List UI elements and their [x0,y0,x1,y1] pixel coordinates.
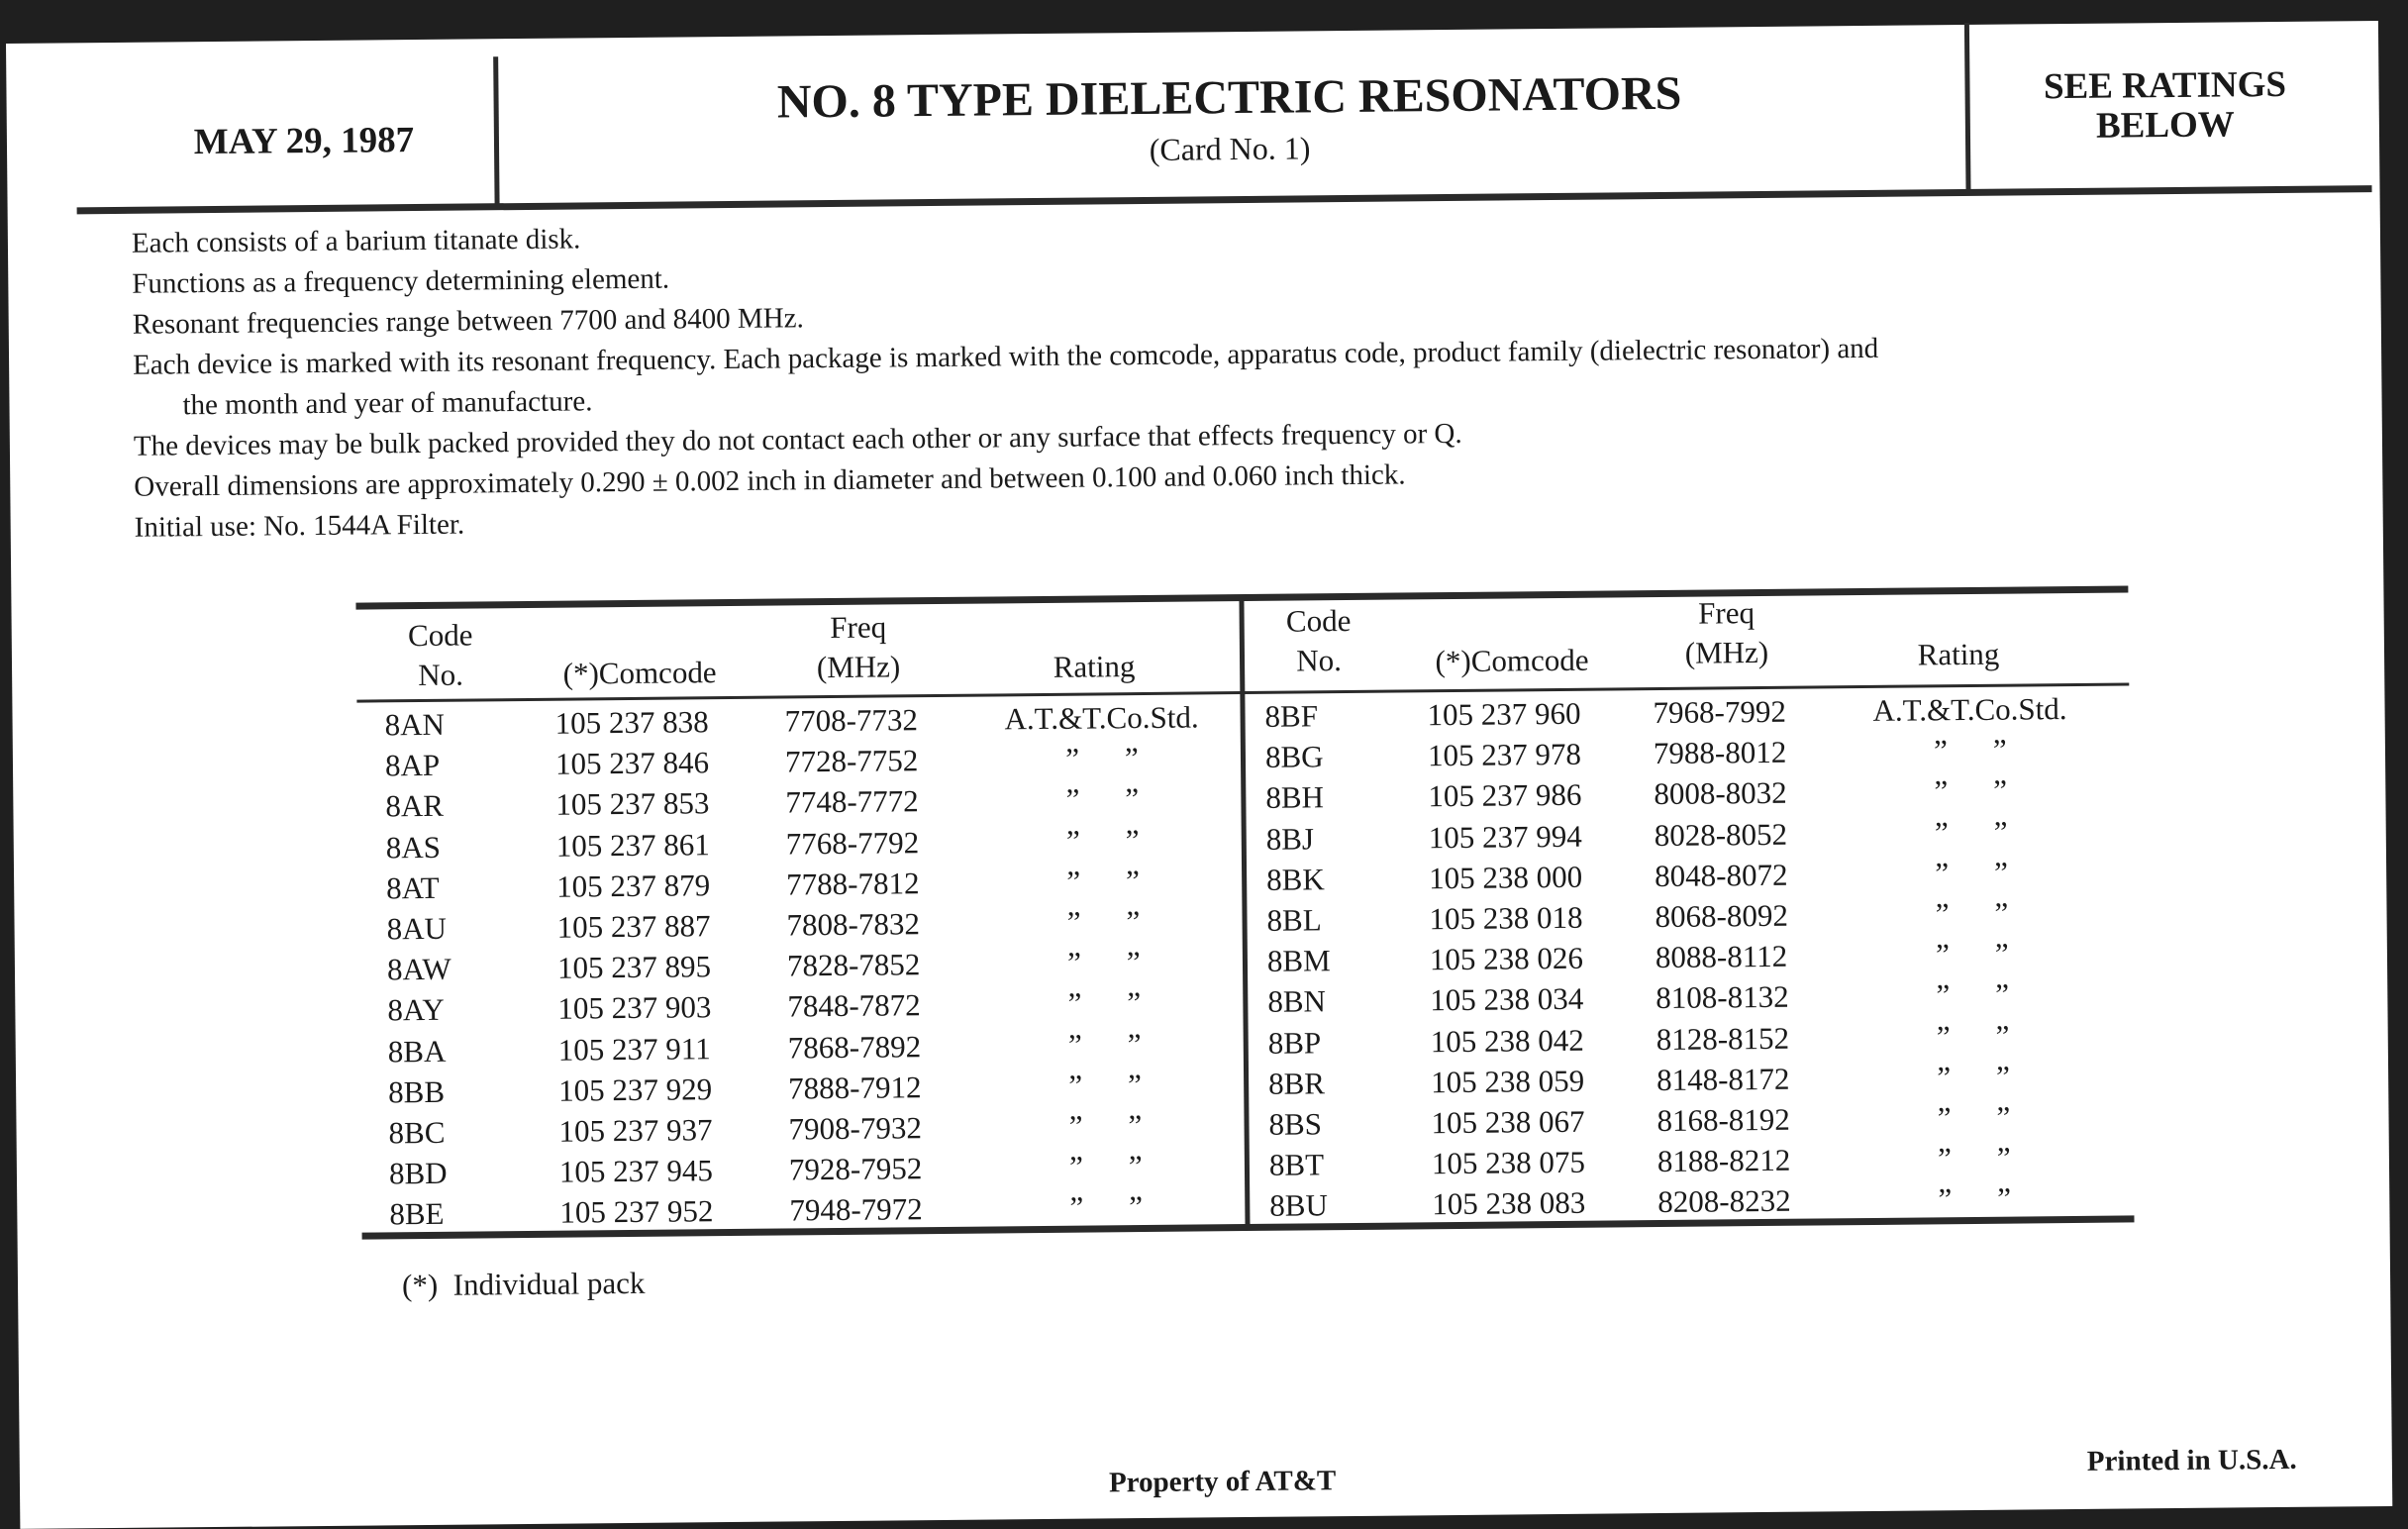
comcode-cell: 105 237 952 [559,1193,714,1230]
code-cell: 8BM [1266,943,1331,978]
comcode-cell: 105 237 846 [554,745,710,781]
code-cell: 8BD [388,1155,448,1191]
description-line: Each consists of a barium titanate disk. [131,223,581,259]
comcode-cell: 105 238 075 [1431,1144,1586,1181]
description-line: Each device is marked with its resonant frequency. Each package is marked with the comcode, apparatus code, product family (dielectric resonator) and [132,332,1879,381]
rating-cell: ”” [1935,936,2055,972]
code-cell: 8BU [1269,1187,1329,1224]
rating-cell: ”” [1934,813,2054,850]
freq-cell: 7748-7772 [785,783,919,820]
header-divider-right [1964,23,1971,191]
freq-cell: 7828-7852 [786,947,921,983]
code-cell: 8AT [386,869,440,906]
code-cell: 8BN [1267,983,1327,1020]
document-card [6,21,2392,1529]
comcode-cell: 105 237 861 [555,826,710,864]
code-cell: 8BJ [1265,820,1315,857]
card-date: MAY 29, 1987 [193,120,415,163]
description-line: Functions as a frequency determining element. [132,262,670,300]
code-cell: 8BR [1267,1065,1326,1101]
freq-cell: 7808-7832 [786,906,921,943]
rating-cell: A.T.&T.Co.Std. [1872,691,2067,728]
description-line: the month and year of manufacture. [182,385,593,422]
comcode-cell: 105 237 960 [1427,695,1581,733]
freq-cell: 7868-7892 [787,1028,922,1065]
col-header-comcode: (*)Comcode [562,655,717,691]
description-line: The devices may be bulk packed provided they do not contact each other or any surface that effects frequency or Q. [133,417,1462,462]
rating-cell: ”” [1068,1107,1188,1144]
comcode-cell: 105 237 929 [558,1070,713,1108]
footer-printed: Printed in U.S.A. [2086,1443,2297,1478]
freq-cell: 8208-8232 [1657,1183,1791,1220]
freq-cell: 7908-7932 [788,1110,923,1147]
resonator-table [355,585,2134,1242]
freq-cell: 8128-8152 [1656,1020,1790,1057]
rating-cell: ”” [1066,903,1186,940]
comcode-cell: 105 237 895 [556,949,712,985]
code-cell: 8AR [385,788,445,824]
rating-cell: ”” [1069,1188,1189,1225]
code-cell: 8BT [1268,1147,1325,1182]
code-cell: 8AS [385,829,442,865]
freq-cell: 7968-7992 [1653,693,1787,731]
code-cell: 8BA [387,1033,447,1069]
freq-cell: 7728-7752 [784,743,919,779]
code-cell: 8BC [388,1114,446,1151]
freq-cell: 8168-8192 [1656,1101,1791,1138]
table-left-half [355,594,1245,1237]
rating-cell: ”” [1934,732,2053,768]
freq-cell: 7848-7872 [787,987,921,1024]
freq-cell: 7888-7912 [787,1069,922,1106]
description [132,202,2353,548]
comcode-cell: 105 237 937 [558,1112,713,1149]
comcode-cell: 105 237 853 [555,785,710,823]
freq-cell: 8028-8052 [1654,816,1788,853]
rating-cell: ”” [1066,863,1186,899]
col-header-rating: Rating [1053,649,1136,684]
comcode-cell: 105 238 067 [1431,1103,1585,1141]
table-right-half [1244,585,2134,1228]
description-line: Initial use: No. 1544A Filter. [134,508,465,544]
code-cell: 8AY [387,992,445,1028]
rating-cell: ”” [1065,740,1184,776]
col-header-code: Code No. [1285,602,1352,678]
rating-cell: ”” [1934,772,2054,809]
col-header-comcode: (*)Comcode [1435,642,1589,679]
code-cell: 8BS [1268,1106,1323,1142]
code-cell: 8AP [384,748,441,783]
table-row [1250,1176,2134,1226]
comcode-cell: 105 237 986 [1428,777,1582,814]
card-title: NO. 8 TYPE DIELECTRIC RESONATORS [776,66,1682,129]
comcode-cell: 105 238 083 [1432,1184,1586,1222]
rating-cell: ”” [1938,1180,2057,1217]
freq-cell: 7788-7812 [786,865,920,902]
freq-cell: 8148-8172 [1656,1061,1790,1097]
comcode-cell: 105 237 994 [1428,818,1582,855]
code-cell: 8AU [386,910,448,947]
comcode-cell: 105 237 945 [558,1153,714,1189]
comcode-cell: 105 237 838 [554,704,709,741]
code-cell: 8AW [386,951,452,987]
rating-cell: ”” [1067,984,1187,1022]
col-header-freq: Freq (MHz) [1684,595,1769,670]
rating-cell: A.T.&T.Co.Std. [1004,699,1199,737]
code-cell: 8AN [384,706,446,743]
comcode-cell: 105 237 879 [556,866,711,904]
description-line: Overall dimensions are approximately 0.290 ± 0.002 inch in diameter and between 0.100 and 0.060 inch thick. [134,459,1406,503]
comcode-cell: 105 237 911 [557,1030,711,1068]
code-cell: 8BB [388,1073,446,1110]
rating-cell: ”” [1935,854,2055,891]
ratings-note [1981,64,2349,148]
rating-cell: ”” [1065,822,1185,859]
rating-cell: ”” [1065,780,1185,818]
code-cell: 8BF [1264,698,1319,734]
table-rows-right [1245,686,2134,1225]
comcode-cell: 105 237 887 [556,908,711,945]
rating-cell: ”” [1936,1017,2056,1054]
rating-cell: ”” [1937,1099,2057,1136]
rating-cell: ”” [1935,895,2055,932]
code-cell: 8BE [389,1196,445,1232]
col-header-code: Code No. [407,617,473,693]
freq-cell: 8068-8092 [1655,897,1789,934]
comcode-cell: 105 237 903 [557,989,712,1027]
freq-cell: 8048-8072 [1654,857,1788,893]
rating-cell: ”” [1067,1026,1187,1063]
code-cell: 8BH [1265,779,1325,816]
comcode-cell: 105 238 000 [1428,859,1583,895]
ratings-note-line1: SEE RATINGS [2043,63,2287,108]
col-header-freq: Freq (MHz) [816,609,901,685]
description-line: Resonant frequencies range between 7700 and 8400 MHz. [132,302,804,341]
freq-cell: 7928-7952 [788,1151,923,1187]
code-cell: 8BL [1266,902,1322,938]
card-subtitle: (Card No. 1) [1149,130,1311,167]
table-footnote: (*) Individual pack [401,1265,646,1303]
footer-property: Property of AT&T [1108,1465,1337,1499]
freq-cell: 7948-7972 [789,1191,923,1228]
rating-cell: ”” [1069,1148,1188,1184]
comcode-cell: 105 238 059 [1430,1063,1585,1099]
comcode-cell: 105 237 978 [1427,736,1582,773]
freq-cell: 7708-7732 [784,702,919,739]
code-cell: 8BK [1265,862,1325,897]
freq-cell: 7768-7792 [785,824,920,862]
header-divider-left [493,56,499,205]
freq-cell: 7988-8012 [1653,734,1787,771]
table-rows-left [356,695,1245,1234]
rating-cell: ”” [1937,1058,2057,1095]
freq-cell: 8108-8132 [1656,979,1789,1016]
code-cell: 8BG [1264,739,1324,775]
rating-cell: ”” [1937,1140,2057,1176]
comcode-cell: 105 238 026 [1429,940,1584,977]
table-row [361,1184,1245,1234]
col-header-rating: Rating [1917,636,2000,672]
ratings-note-line2: BELOW [2095,104,2235,147]
freq-cell: 8008-8032 [1654,775,1787,812]
comcode-cell: 105 238 018 [1429,899,1583,937]
rating-cell: ”” [1067,944,1186,980]
freq-cell: 8088-8112 [1655,938,1788,975]
rating-cell: ”” [1936,976,2056,1013]
freq-cell: 8188-8212 [1656,1142,1791,1179]
comcode-cell: 105 238 042 [1430,1022,1584,1059]
code-cell: 8BP [1267,1024,1322,1061]
rating-cell: ”” [1068,1067,1188,1103]
comcode-cell: 105 238 034 [1430,981,1584,1018]
